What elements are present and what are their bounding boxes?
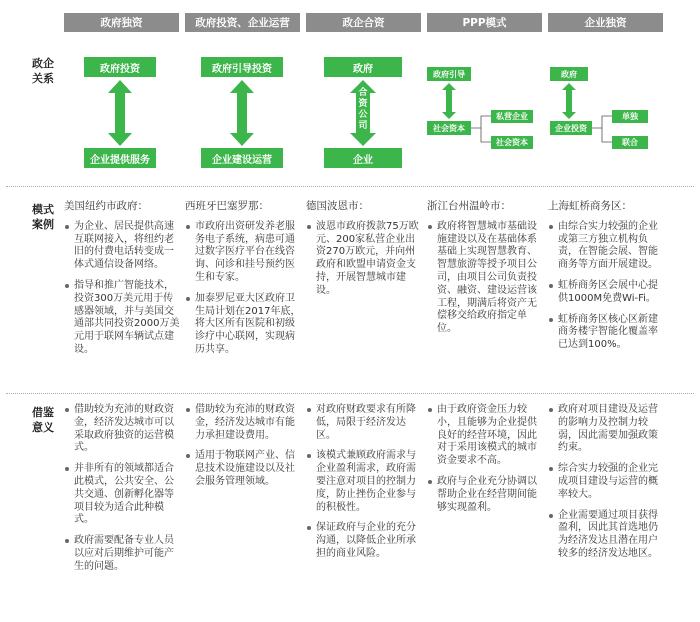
cases-column-4 bbox=[427, 200, 543, 344]
row-label-relation-line2: 关系 bbox=[32, 72, 54, 85]
column-header-gov-invest-enterprise-operate: 政府投资、企业运营 bbox=[185, 13, 300, 32]
lesson-item: 由于政府资金压力较小，且能够为企业提供良好的经营环境，因此对于采用该模式的城市资金要求不高。 bbox=[427, 404, 543, 468]
c5-connector-lines bbox=[592, 110, 612, 150]
lesson-item: 政府需要配备专业人员以应对后期维护可能产生的问题。 bbox=[64, 535, 180, 573]
case-lead-nyc: 美国纽约市政府： bbox=[64, 200, 148, 212]
case-lead-bonn: 德国波恩市： bbox=[306, 200, 369, 212]
row-label-relation-line1: 政企 bbox=[32, 57, 54, 70]
case-item: 指导和推广智能技术，投资300万美元用于传感器领域，并与美国交通部共同投资2000万美元用于联网车辆试点建设。 bbox=[64, 280, 180, 357]
lesson-item: 保证政府与企业的充分沟通，以降低企业所承担的商业风险。 bbox=[306, 522, 422, 560]
lesson-item: 适用于物联网产业、信息技术设施建设以及社会服务管理领域。 bbox=[185, 450, 301, 488]
case-lead-barcelona: 西班牙巴塞罗那： bbox=[185, 200, 269, 212]
row-label-cases-line1: 模式 bbox=[32, 203, 54, 216]
c4-connector-lines bbox=[471, 110, 491, 150]
case-item: 加泰罗尼亚大区政府卫生局计划在2017年底，将大区所有医院和初级诊疗中心联网，实现病历共享。 bbox=[185, 293, 301, 357]
lesson-item: 借助较为充沛的财政资金，经济发达城市有能力承担建设费用。 bbox=[185, 404, 301, 442]
row-label-cases bbox=[32, 202, 54, 232]
case-item: 由综合实力较强的企业或第三方独立机构负责，在智能会展、智能商务等方面开展建设。 bbox=[548, 221, 664, 272]
c3-enterprise-box: 企业 bbox=[324, 148, 402, 168]
row-label-lessons bbox=[32, 405, 54, 435]
c1-government-investment-box: 政府投资 bbox=[84, 57, 156, 77]
c3-joint-venture-label: 合资公司 bbox=[358, 88, 368, 131]
row-label-relation bbox=[32, 56, 54, 86]
lesson-item: 企业需要通过项目获得盈利，因此其首选地仍为经济发达且潜在用户较多的经济发达地区。 bbox=[548, 510, 664, 561]
c2-double-arrow-icon bbox=[230, 80, 254, 146]
lessons-column-1 bbox=[64, 404, 180, 582]
c5-enterprise-investment-box: 企业投资 bbox=[550, 121, 592, 135]
c5-government-box: 政府 bbox=[550, 67, 588, 81]
case-item: 波恩市政府拨款75万欧元、200家私营企业出资270万欧元，并向州政府和欧盟申请资金支持，开展智慧城市建设。 bbox=[306, 221, 422, 298]
cases-column-5 bbox=[548, 200, 664, 360]
column-header-government-sole: 政府独资 bbox=[64, 13, 179, 32]
column-header-joint-venture: 政企合资 bbox=[306, 13, 421, 32]
lesson-item: 综合实力较强的企业完成项目建设与运营的概率较大。 bbox=[548, 463, 664, 501]
case-item: 为企业、居民提供高速互联网接入，将纽约老旧的付费电话转变成一体式通信设备网络。 bbox=[64, 221, 180, 272]
case-item: 虹桥商务区会展中心提供1000M免费Wi-Fi。 bbox=[548, 280, 664, 306]
c5-double-arrow-icon bbox=[562, 83, 576, 119]
row-label-lessons-line2: 意义 bbox=[32, 421, 54, 434]
cases-column-2 bbox=[185, 200, 301, 365]
lesson-item: 对政府财政要求有所降低，局限于经济发达区。 bbox=[306, 404, 422, 442]
c1-enterprise-service-box: 企业提供服务 bbox=[84, 148, 156, 168]
row-label-lessons-line1: 借鉴 bbox=[32, 406, 54, 419]
lesson-item: 政府对项目建设及运营的影响力及控制力较弱，因此需要加强政策约束。 bbox=[548, 404, 664, 455]
case-item: 虹桥商务区核心区新建商务楼宇智能化覆盖率已达到100%。 bbox=[548, 314, 664, 352]
row-label-cases-line2: 案例 bbox=[32, 218, 54, 231]
c2-enterprise-construction-box: 企业建设运营 bbox=[201, 148, 283, 168]
case-item: 政府将智慧城市基础设施建设以及在基础体系基础上实现智慧教育、智慧旅游等授予项目公司，由项目公司负责投资、融资、建设运营该工程，期满后将资产无偿移交给政府指定单位。 bbox=[427, 221, 543, 336]
cases-column-3 bbox=[306, 200, 422, 306]
c4-social-capital-box: 社会资本 bbox=[427, 121, 471, 135]
c4-joint-venture-label bbox=[444, 88, 454, 108]
lessons-column-2 bbox=[185, 404, 301, 497]
case-item: 市政府出资研发养老服务电子系统，病患可通过数字医疗平台在线咨询、问诊和挂号预约医生和专家。 bbox=[185, 221, 301, 285]
lessons-column-4 bbox=[427, 404, 543, 522]
c4-private-enterprise-box: 私营企业 bbox=[491, 110, 533, 123]
column-header-enterprise-sole: 企业独资 bbox=[548, 13, 663, 32]
lessons-column-5 bbox=[548, 404, 664, 569]
lesson-item: 并非所有的领域都适合此模式，公共安全、公共交通、创新孵化器等项目较为适合此种模式。 bbox=[64, 463, 180, 527]
c1-double-arrow-icon bbox=[108, 80, 132, 146]
c5-joint-box: 联合 bbox=[612, 136, 648, 149]
column-header-ppp: PPP模式 bbox=[427, 13, 542, 32]
lesson-item: 该模式兼顾政府需求与企业盈利需求，政府需要注意对项目的控制力度，防止挫伤企业参与的积极性。 bbox=[306, 450, 422, 514]
lesson-item: 政府与企业充分协调以帮助企业在经营期间能够实现盈利。 bbox=[427, 476, 543, 514]
case-lead-wenling: 浙江台州温岭市： bbox=[427, 200, 511, 212]
c4-government-guide-box: 政府引导 bbox=[427, 67, 471, 81]
case-lead-hongqiao: 上海虹桥商务区： bbox=[548, 200, 632, 212]
c4-social-capital-secondary-box: 社会资本 bbox=[491, 136, 533, 149]
c3-government-box: 政府 bbox=[324, 57, 402, 77]
cases-column-1 bbox=[64, 200, 180, 365]
c5-single-box: 单独 bbox=[612, 110, 648, 123]
lessons-column-3 bbox=[306, 404, 422, 569]
lesson-item: 借助较为充沛的财政资金，经济发达城市可以采取政府独资的运营模式。 bbox=[64, 404, 180, 455]
separator-cases-lessons bbox=[6, 393, 694, 394]
c2-government-guided-investment-box: 政府引导投资 bbox=[201, 57, 283, 77]
separator-relation-cases bbox=[6, 186, 694, 187]
